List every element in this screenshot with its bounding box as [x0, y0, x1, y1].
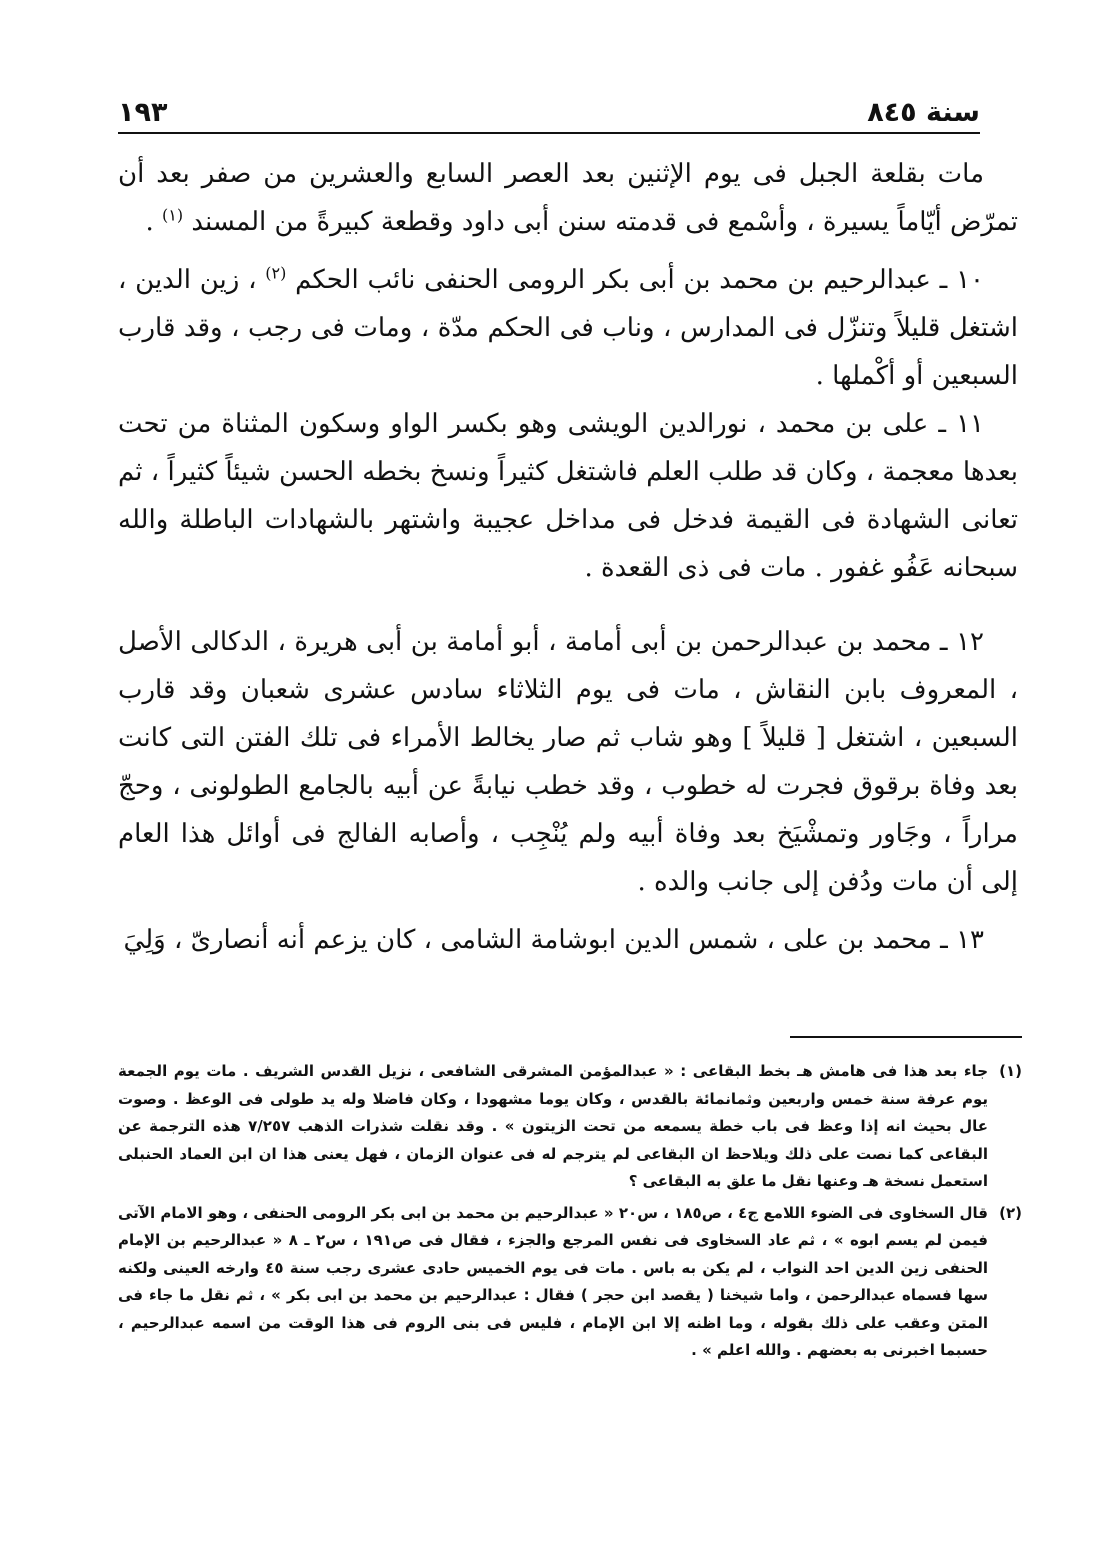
footnote-ref-1[interactable]: (١) — [162, 205, 184, 225]
footnote-ref-2[interactable]: (٢) — [265, 263, 287, 283]
paragraph-tail: . — [145, 207, 163, 237]
running-header — [118, 84, 980, 128]
paragraph-tail: ، زين الدين ، اشتغل قليلاً وتنزّل فى المدارس ، وناب فى الحكم مدّة ، ومات فى رجب ، وقد قارب السبعين أو أكْملها . — [118, 265, 1018, 391]
footnotes — [118, 1058, 1022, 1369]
year-label: سنة ٨٤٥ — [867, 97, 980, 128]
header-rule — [118, 132, 980, 134]
paragraph-text: مات بقلعة الجبل فى يوم الإثنين بعد العصر السابع والعشرين من صفر بعد أن تمرّض أيّاماً يسيرة ، وأسْمع فى قدمته سنن أبى داود وقطعة كبيرةً من المسند — [118, 159, 1018, 237]
footnote-text: قال السخاوى فى الضوء اللامع ج٤ ، ص١٨٥ ، س٢٠ « عبدالرحيم بن محمد بن ابى بكر الرومى الحنفى ، وهو الامام الآتى فيمن لم يسم ابوه » ، ثم عاد السخاوى فى نفس المرجع والجزء ، فقال فى ص١٩١ ، س٢ ـ ٨ « عبدالرحيم بن الإمام الحنفى زين الدين احد النواب ، لم يكن به باس . مات فى يوم الخميس حادى عشرى رجب سنة ٤٥ وارخه العينى ولكنه سها فسماه عبدالرحمن ، واما شيخنا ( يقصد ابن حجر ) فقال : عبدالرحيم بن محمد بن ابى بكر » ، ثم نقل ما جاء فى المتن وعقب على ذلك بقوله ، وما اظنه إلا ابن الإمام ، فليس فى بنى الروم فى هذا الوقت من اسمه عبدالرحيم ، حسبما اخبرنى به بعضهم . والله اعلم » . — [118, 1203, 988, 1359]
entry-13: ١٣ ـ محمد بن على ، شمس الدين ابوشامة الشامى ، كان يزعم أنه أنصارىّ ، وَلِيَ — [123, 925, 984, 955]
footnote-marker: (٢) — [999, 1203, 1022, 1222]
paragraph-continuation — [118, 150, 1018, 246]
footnote-text: جاء بعد هذا فى هامش هـ بخط البقاعى : « عبدالمؤمن المشرقى الشافعى ، نزيل القدس الشريف . مات يوم الجمعة يوم عرفة سنة خمس واربعين وثمانمائة بالقدس ، وكان يوما مشهودا ، وكان فاضلا وله يد طولى فى الوعظ . وصوت عال بحيث انه إذا وعظ فى باب خطة يسمعه من تحت الزيتون » . وقد نقلت شذرات الذهب ٧/٢٥٧ هذه الترجمة عن البقاعى كما نصت على ذلك ويلاحظ ان البقاعى لم يترجم له فى عنوان الزمان ، فهل يعنى هذا ان ابن العماد الحنبلى استعمل نسخة هـ وعنها نقل ما علق به البقاعى ؟ — [118, 1062, 988, 1190]
footnote-2 — [118, 1200, 1022, 1365]
main-text — [118, 150, 1018, 964]
footnote-1 — [118, 1058, 1022, 1196]
entry-10 — [118, 256, 1018, 400]
entry-12: ١٢ ـ محمد بن عبدالرحمن بن أبى أمامة ، أبو أمامة بن أبى هريرة ، الدكالى الأصل ، المعروف بابن النقاش ، مات فى يوم الثلاثاء سادس عشرى شعبان وقد قارب السبعين ، اشتغل [ قليلاً ] وهو شاب ثم صار يخالط الأمراء فى تلك الفتن التى كانت بعد وفاة برقوق فجرت له خطوب ، وقد خطب نيابةً عن أبيه بالجامع الطولونى ، وحجّ مراراً ، وجَاور وتمشْيَخ بعد وفاة أبيه ولم يُنْجِب ، وأصابه الفالج فى أوائل هذا العام إلى أن مات ودُفن إلى جانب والده . — [118, 627, 1018, 897]
page-number: ١٩٣ — [118, 97, 168, 128]
footnote-separator — [790, 1036, 1022, 1038]
paragraph-text: ١٠ ـ عبدالرحيم بن محمد بن أبى بكر الرومى الحنفى نائب الحكم — [295, 265, 984, 295]
footnote-marker: (١) — [999, 1062, 1022, 1080]
entry-11: ١١ ـ على بن محمد ، نورالدين الويشى وهو بكسر الواو وسكون المثناة من تحت بعدها معجمة ، وكان قد طلب العلم فاشتغل كثيراً ونسخ بخطه الحسن شيئاً كثيراً ، ثم تعانى الشهادة فى القيمة فدخل فى مداخل عجيبة واشتهر بالشهادات الباطلة والله سبحانه عَفُو غفور . مات فى ذى القعدة . — [118, 409, 1018, 583]
